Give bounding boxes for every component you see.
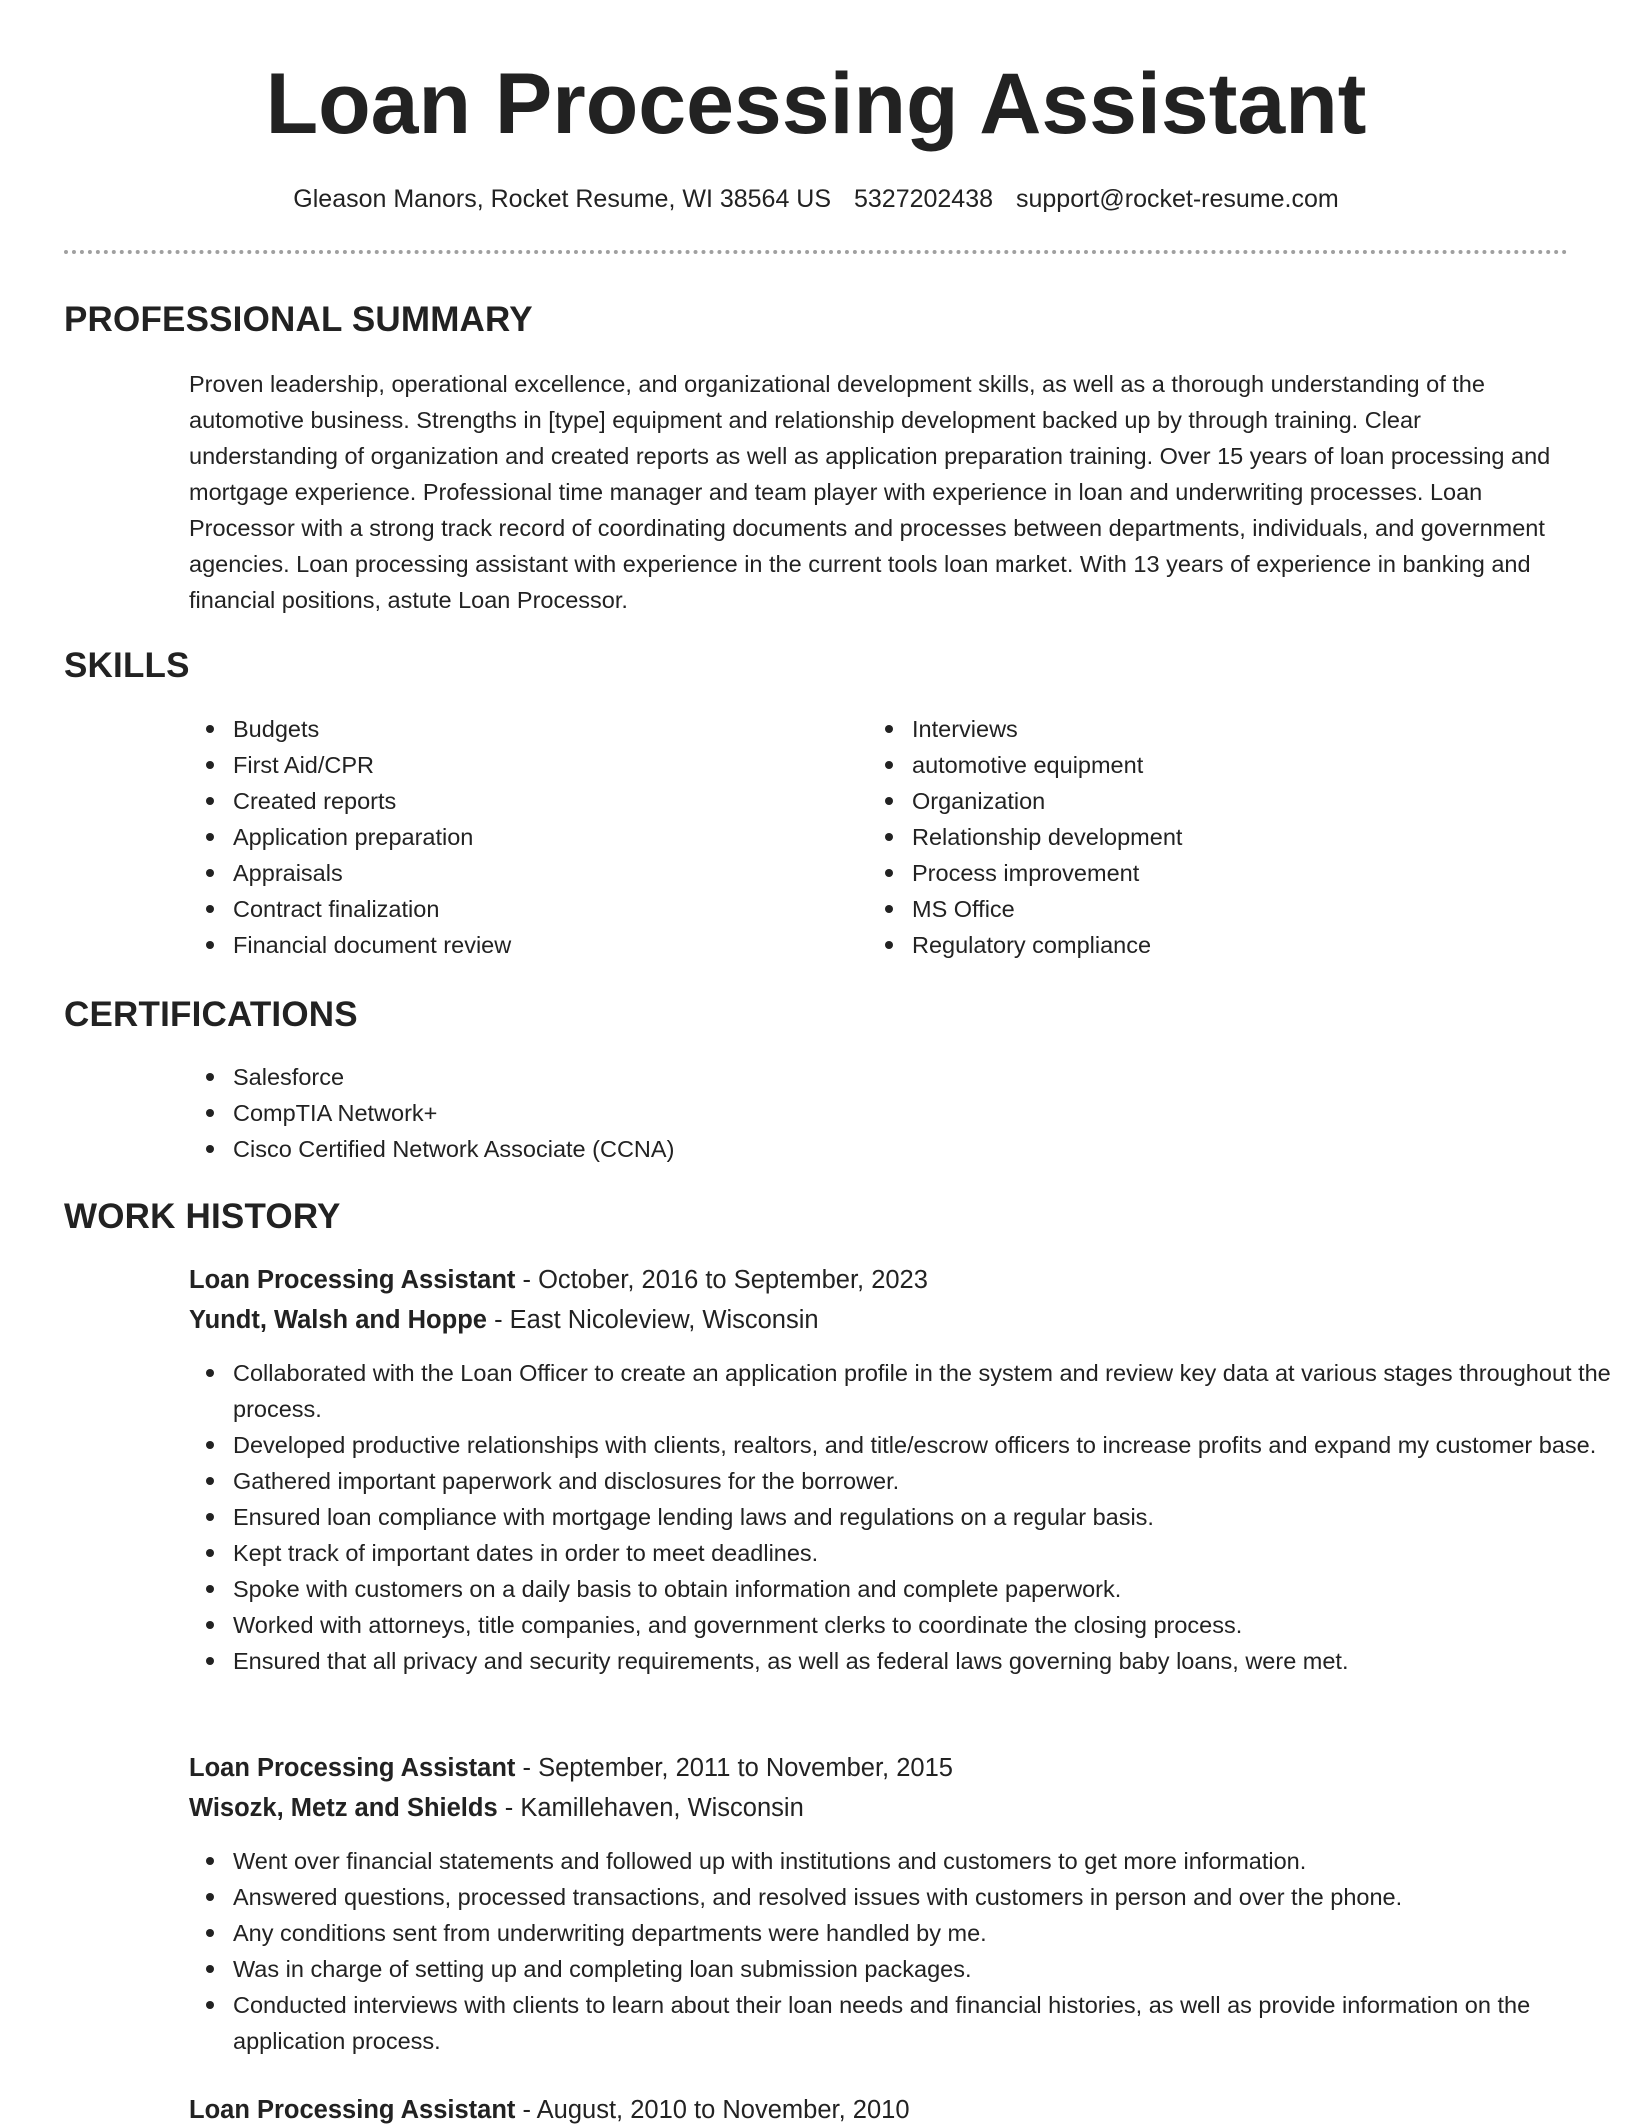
job-duty: Answered questions, processed transactions, and resolved issues with customers in person and over the phone. [233, 1879, 1613, 1915]
skill-item: MS Office [912, 891, 1572, 927]
job-location: - Kamillehaven, Wisconsin [497, 1794, 804, 1822]
email: support@rocket-resume.com [1015, 185, 1339, 213]
job-duty: Worked with attorneys, title companies, and government clerks to coordinate the closing process. [233, 1607, 1613, 1643]
job-duty: Conducted interviews with clients to learn about their loan needs and financial histories, as well as provide information on the application process. [233, 1987, 1613, 2059]
address: Gleason Manors, Rocket Resume, WI 38564 US [293, 185, 832, 213]
certification-item: CompTIA Network+ [233, 1095, 1613, 1131]
phone: 5327202438 [853, 185, 994, 213]
skill-item: Organization [912, 783, 1572, 819]
job-duty: Ensured that all privacy and security requirements, as well as federal laws governing baby loans, were met. [233, 1643, 1613, 1679]
summary-heading: PROFESSIONAL SUMMARY [64, 300, 533, 339]
job-duty: Spoke with customers on a daily basis to obtain information and complete paperwork. [233, 1571, 1613, 1607]
job-location: - East Nicoleview, Wisconsin [486, 1306, 819, 1334]
header-divider [64, 250, 1568, 254]
skill-item: Financial document review [233, 927, 833, 963]
skill-item: Process improvement [912, 855, 1572, 891]
job-company: Wisozk, Metz and Shields [189, 1794, 498, 1822]
skills-heading: SKILLS [64, 646, 190, 685]
job-title: Loan Processing Assistant [189, 1754, 516, 1782]
job-duty: Collaborated with the Loan Officer to create an application profile in the system and review key data at various stages throughout the process. [233, 1355, 1613, 1427]
job-title-line [189, 1750, 953, 1786]
summary-text: Proven leadership, operational excellence, and organizational development skills, as well as a thorough understanding of the automotive business. Strengths in [type] equipment and relationship development backed up by through training. Clear understanding of organization and created reports as well as application preparation training. Over 15 years of loan processing and mortgage experience. Professional time manager and team player with experience in loan and underwriting processes. Loan Processor with a strong track record of coordinating documents and processes between departments, individuals, and government agencies. Loan processing assistant with experience in the current tools loan market. With 13 years of experience in banking and financial positions, astute Loan Processor. [189, 371, 1551, 613]
job-duty: Gathered important paperwork and disclosures for the borrower. [233, 1463, 1613, 1499]
certifications-list [189, 1059, 1613, 1167]
skill-item: Appraisals [233, 855, 833, 891]
skill-item: Contract finalization [233, 891, 833, 927]
job-title-line [189, 1262, 928, 1298]
job-duty: Went over financial statements and followed up with institutions and customers to get more information. [233, 1843, 1613, 1879]
job-dates: - August, 2010 to November, 2010 [515, 2096, 910, 2124]
skill-item: Budgets [233, 711, 833, 747]
job-duties-list [189, 1843, 1613, 2059]
job-duty: Developed productive relationships with clients, realtors, and title/escrow officers to increase profits and expand my customer base. [233, 1427, 1613, 1463]
certification-item: Cisco Certified Network Associate (CCNA) [233, 1131, 1613, 1167]
skills-list-left [189, 711, 833, 963]
certifications-heading: CERTIFICATIONS [64, 995, 358, 1034]
job-company-line [189, 1302, 819, 1338]
job-duties-list [189, 1355, 1613, 1679]
job-dates: - October, 2016 to September, 2023 [515, 1266, 928, 1294]
skill-item: Created reports [233, 783, 833, 819]
job-company: Yundt, Walsh and Hoppe [189, 1306, 487, 1334]
job-title: Loan Processing Assistant [189, 2096, 516, 2124]
contact-line [0, 182, 1632, 216]
job-duty: Was in charge of setting up and completing loan submission packages. [233, 1951, 1613, 1987]
skill-item: Interviews [912, 711, 1572, 747]
certification-item: Salesforce [233, 1059, 1613, 1095]
job-duty: Any conditions sent from underwriting departments were handled by me. [233, 1915, 1613, 1951]
job-company-line [189, 1790, 804, 1826]
skill-item: First Aid/CPR [233, 747, 833, 783]
work-history-heading: WORK HISTORY [64, 1197, 341, 1236]
skills-list-right [868, 711, 1572, 963]
job-duty: Ensured loan compliance with mortgage lending laws and regulations on a regular basis. [233, 1499, 1613, 1535]
skill-item: automotive equipment [912, 747, 1572, 783]
skill-item: Application preparation [233, 819, 833, 855]
applicant-name: Loan Processing Assistant [265, 56, 1367, 152]
job-dates: - September, 2011 to November, 2015 [515, 1754, 953, 1782]
skill-item: Regulatory compliance [912, 927, 1572, 963]
job-title-line [189, 2092, 910, 2128]
job-duty: Kept track of important dates in order to meet deadlines. [233, 1535, 1613, 1571]
skill-item: Relationship development [912, 819, 1572, 855]
job-title: Loan Processing Assistant [189, 1266, 516, 1294]
